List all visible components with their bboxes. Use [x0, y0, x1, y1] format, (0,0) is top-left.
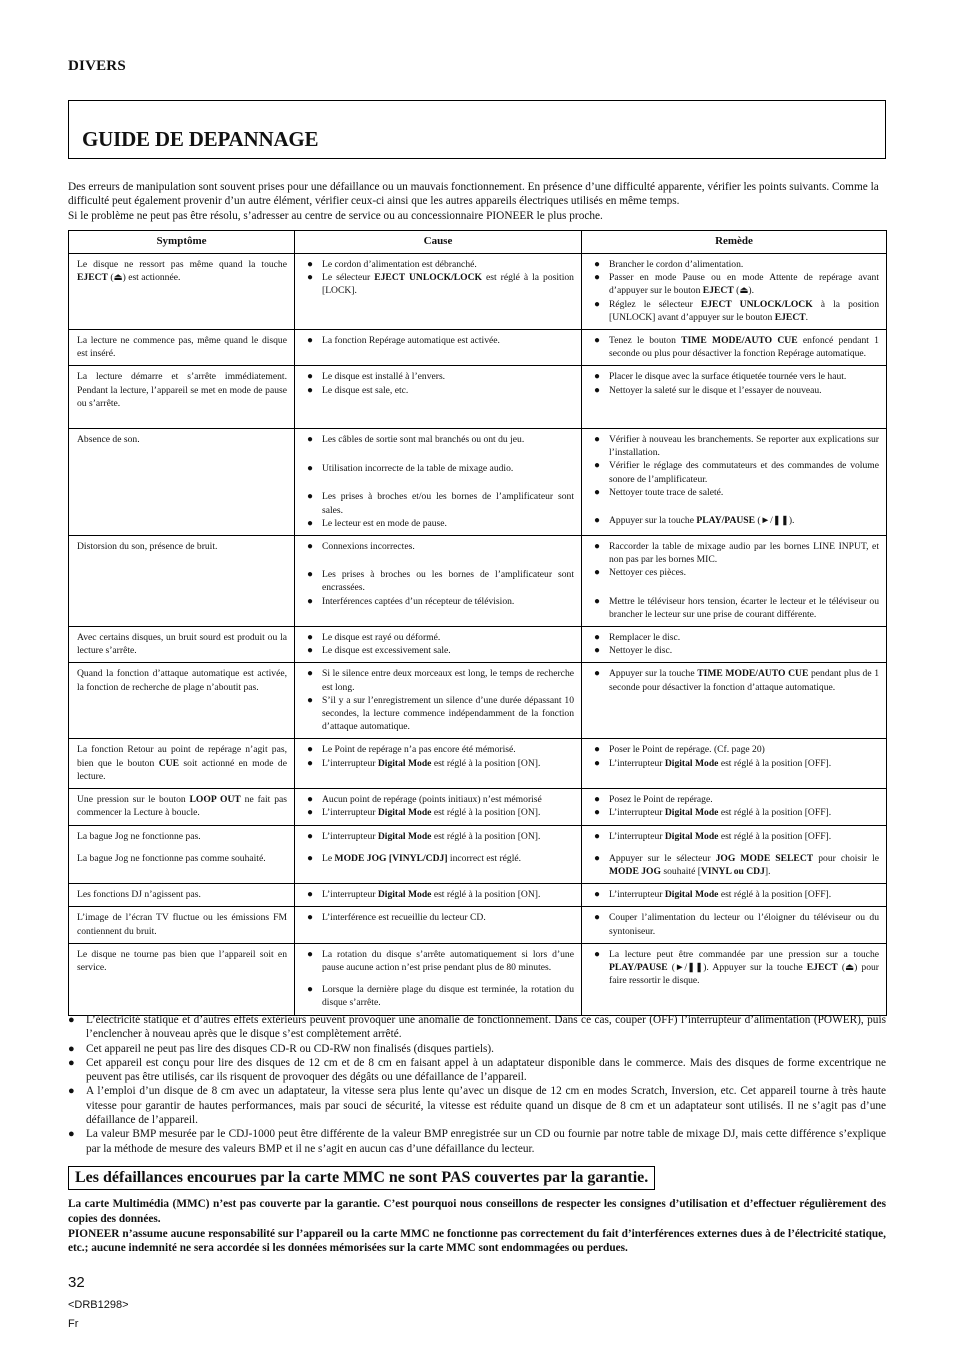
header-symptom: Symptôme — [69, 231, 295, 254]
cause-cell — [295, 366, 582, 429]
remedy-cell — [582, 366, 887, 429]
table-row — [69, 330, 887, 366]
title-box — [68, 100, 886, 159]
cause-cell — [295, 739, 582, 789]
cause-item: ● L’interrupteur Digital Mode est réglé à la position [ON]. — [303, 806, 574, 819]
remedy-item: ● Appuyer sur le sélecteur JOG MODE SELECT pour choisir le MODE JOG souhaité [VINYL ou CDJ]. — [590, 852, 879, 878]
cause-item: ● Connexions incorrectes. — [303, 540, 574, 553]
remedy-cell — [582, 429, 887, 536]
symptom-cell: Les fonctions DJ n’agissent pas. — [69, 884, 295, 907]
section-heading: DIVERS — [68, 58, 126, 74]
symptom-line: La bague Jog ne fonctionne pas. — [77, 830, 201, 842]
remedy-cell — [582, 663, 887, 739]
remedy-item: ● La lecture peut être commandée par une pression sur a touche PLAY/PAUSE (►/❚❚). Appuyer sur la touche EJECT (⏏) pour faire ressortir le disque. — [590, 948, 879, 988]
symptom-line: La bague Jog ne fonctionne pas comme souhaité. — [77, 852, 266, 864]
note-item: ● Cet appareil ne peut pas lire des disques CD-R ou CD-RW non finalisés (disques partiels). — [68, 1042, 886, 1056]
table-header-row — [69, 231, 887, 254]
remedy-item: ● Vérifier à nouveau les branchements. Se reporter aux explications sur l’installation. — [590, 433, 879, 459]
intro-paragraph: Des erreurs de manipulation sont souvent prises pour une défaillance ou un mauvais fonctionnement. En présence d’une difficulté apparente, vérifier les points suivants. Comme la difficulté peut également provenir d’un autre élément, vérifier ceux-ci ainsi que les autres appareils électriques utilisés en même temps. — [68, 181, 879, 208]
remedy-item: ● Placer le disque avec la surface étiquetée tournée vers le haut. — [590, 370, 879, 383]
header-remedy: Remède — [582, 231, 887, 254]
symptom-cell: La lecture ne commence pas, même quand le disque est inséré. — [69, 330, 295, 366]
cause-item: ● Interférences captées d’un récepteur de télévision. — [303, 595, 574, 608]
cause-item: ● Le disque est installé à l’envers. — [303, 370, 574, 383]
cause-item: ● Le lecteur est en mode de pause. — [303, 517, 574, 530]
document-code: <DRB1298> — [68, 1299, 129, 1311]
warning-paragraph: PIONEER n’assume aucune responsabilité sur l’appareil ou la carte MMC ne fonctionne pas correctement du fait d’interférences externes dues à de l’électricité statique, etc.; aucune indemnité ne sera accordée si les données mémorisées sur la carte MMC sont endommagées ou perdues. — [68, 1227, 886, 1255]
symptom-cell: Distorsion du son, présence de bruit. — [69, 536, 295, 627]
table-row — [69, 627, 887, 663]
cause-item: ● L’interrupteur Digital Mode est réglé à la position [ON]. — [303, 757, 574, 770]
cause-cell — [295, 789, 582, 825]
cause-cell — [295, 627, 582, 663]
remedy-item: ● Remplacer le disc. — [590, 631, 879, 644]
remedy-item: ● Appuyer sur la touche TIME MODE/AUTO CUE pendant plus de 1 seconde pour désactiver la fonction d’attaque automatique. — [590, 667, 879, 693]
notes-list — [68, 1013, 886, 1156]
remedy-item: ● Couper l’alimentation du lecteur ou l’éloigner du téléviseur ou du syntoniseur. — [590, 911, 879, 937]
table-row — [69, 825, 887, 884]
table-row — [69, 943, 887, 1015]
warning-text — [68, 1197, 886, 1256]
cause-cell — [295, 330, 582, 366]
symptom-cell: Avec certains disques, un bruit sourd est produit ou la lecture s’arrête. — [69, 627, 295, 663]
remedy-cell — [582, 739, 887, 789]
page-number: 32 — [68, 1274, 85, 1291]
cause-item: ● Les prises à broches ou les bornes de l’amplificateur sont encrassées. — [303, 568, 574, 594]
symptom-cell: Absence de son. — [69, 429, 295, 536]
remedy-cell — [582, 825, 887, 884]
cause-item: ● Si le silence entre deux morceaux est long, le temps de recherche est long. — [303, 667, 574, 693]
remedy-item: ● L’interrupteur Digital Mode est réglé à la position [OFF]. — [590, 806, 879, 819]
cause-item: ● Le MODE JOG [VINYL/CDJ] incorrect est réglé. — [303, 852, 574, 865]
remedy-item: ● L’interrupteur Digital Mode est réglé à la position [OFF]. — [590, 757, 879, 770]
remedy-item: ● Nettoyer la saleté sur le disque et l’essayer de nouveau. — [590, 384, 879, 397]
symptom-cell: Le disque ne tourne pas bien que l’appareil soit en service. — [69, 943, 295, 1015]
cause-item: ● Le disque est sale, etc. — [303, 384, 574, 397]
remedy-cell — [582, 789, 887, 825]
remedy-cell — [582, 627, 887, 663]
cause-item: ● La fonction Repérage automatique est activée. — [303, 334, 574, 347]
cause-cell — [295, 429, 582, 536]
remedy-item: ● Appuyer sur la touche PLAY/PAUSE (►/❚❚). — [590, 514, 879, 527]
remedy-cell — [582, 907, 887, 943]
header-cause: Cause — [295, 231, 582, 254]
table-row — [69, 739, 887, 789]
cause-item: ● Le disque est rayé ou déformé. — [303, 631, 574, 644]
symptom-cell: La fonction Retour au point de repérage n’agit pas, bien que le bouton CUE soit actionné en mode de lecture. — [69, 739, 295, 789]
remedy-cell — [582, 884, 887, 907]
table-row — [69, 536, 887, 627]
cause-item: ● L’interférence est recueillie du lecteur CD. — [303, 911, 574, 924]
table-row — [69, 366, 887, 429]
remedy-item: ● Réglez le sélecteur EJECT UNLOCK/LOCK à la position [UNLOCK] avant d’appuyer sur le bouton EJECT. — [590, 298, 879, 324]
warning-title: Les défaillances encourues par la carte MMC ne sont PAS couvertes par la garantie. — [68, 1166, 655, 1190]
intro-text — [68, 180, 886, 223]
symptom-cell: Quand la fonction d’attaque automatique est activée, la fonction de recherche de plage n’aboutit pas. — [69, 663, 295, 739]
remedy-cell — [582, 943, 887, 1015]
remedy-item: ● Passer en mode Pause ou en mode Attente de repérage avant d’appuyer sur le bouton EJECT (⏏). — [590, 271, 879, 297]
cause-item: ● Les prises à broches et/ou les bornes de l’amplificateur sont sales. — [303, 490, 574, 516]
remedy-item: ● Poser le Point de repérage. (Cf. page 20) — [590, 743, 879, 756]
cause-item: ● La rotation du disque s’arrête automatiquement si lors d’une pause aucune action n’est prise pendant plus de 80 minutes. — [303, 948, 574, 974]
remedy-item: ● Vérifier le réglage des commutateurs et des commandes de volume sonore de l’amplificateur. — [590, 459, 879, 485]
cause-item: ● L’interrupteur Digital Mode est réglé à la position [ON]. — [303, 830, 574, 843]
troubleshooting-table — [68, 230, 887, 1016]
remedy-item: ● L’interrupteur Digital Mode est réglé à la position [OFF]. — [590, 888, 879, 901]
remedy-cell — [582, 330, 887, 366]
cause-cell — [295, 825, 582, 884]
remedy-cell — [582, 536, 887, 627]
cause-cell — [295, 943, 582, 1015]
table-row — [69, 884, 887, 907]
intro-paragraph: Si le problème ne peut pas être résolu, s’adresser au centre de service ou au concessionnaire PIONEER le plus proche. — [68, 209, 603, 222]
cause-item: ● Le cordon d’alimentation est débranché. — [303, 258, 574, 271]
remedy-item: ● L’interrupteur Digital Mode est réglé à la position [OFF]. — [590, 830, 879, 843]
note-item: ● A l’emploi d’un disque de 8 cm avec un adaptateur, la vitesse sera plus lente qu’avec un disque de 12 cm en modes Scratch, Inversion, etc. Cet appareil tourne à très haute vitesse pour garantir de hautes performances, mais par souci de sécurité, la vitesse est réduite quand un disque de 8 cm et un adaptateur sont utilisés. Il ne s’agit pas d’une défaillance de l’appareil. — [68, 1084, 886, 1127]
remedy-item: ● Posez le Point de repérage. — [590, 793, 879, 806]
cause-cell — [295, 907, 582, 943]
remedy-item: ● Nettoyer toute trace de saleté. — [590, 486, 879, 499]
cause-item: ● Le sélecteur EJECT UNLOCK/LOCK est réglé à la position [LOCK]. — [303, 271, 574, 297]
symptom-cell: L’image de l’écran TV fluctue ou les émissions FM contiennent du bruit. — [69, 907, 295, 943]
cause-item: ● Le Point de repérage n’a pas encore été mémorisé. — [303, 743, 574, 756]
symptom-cell: La lecture démarre et s’arrête immédiatement. Pendant la lecture, l’appareil se met en mode de pause ou s’arrête. — [69, 366, 295, 429]
table-row — [69, 429, 887, 536]
cause-item: ● S’il y a sur l’enregistrement un silence d’une durée dépassant 10 secondes, la lecture commence indépendamment de la fonction d’attaque automatique. — [303, 694, 574, 734]
cause-cell — [295, 663, 582, 739]
cause-item: ● Aucun point de repérage (points initiaux) n’est mémorisé — [303, 793, 574, 806]
remedy-item: ● Raccorder la table de mixage audio par les bornes LINE INPUT, et non pas par les bornes MIC. — [590, 540, 879, 566]
remedy-item: ● Nettoyer le disc. — [590, 644, 879, 657]
symptom-cell — [69, 825, 295, 884]
remedy-item: ● Nettoyer ces pièces. — [590, 566, 879, 579]
note-item: ● La valeur BMP mesurée par le CDJ-1000 peut être différente de la valeur BMP enregistrée sur un CD ou fournie par notre table de mixage DJ, mais cette différence s’explique par la méthode de mesure des valeurs BMP et il ne s’agit en aucun cas d’une défaillance du lecteur. — [68, 1127, 886, 1156]
cause-cell — [295, 254, 582, 330]
cause-item: ● Le disque est excessivement sale. — [303, 644, 574, 657]
cause-item: ● L’interrupteur Digital Mode est réglé à la position [ON]. — [303, 888, 574, 901]
cause-item: ● Les câbles de sortie sont mal branchés ou ont du jeu. — [303, 433, 574, 446]
remedy-item: ● Mettre le téléviseur hors tension, écarter le lecteur et le téléviseur ou brancher le lecteur sur une prise de courant différente. — [590, 595, 879, 621]
cause-cell — [295, 536, 582, 627]
warning-paragraph: La carte Multimédia (MMC) n’est pas couverte par la garantie. C’est pourquoi nous conseillons de respecter les consignes d’utilisation et d’effectuer régulièrement des copies des données. — [68, 1198, 886, 1225]
remedy-cell — [582, 254, 887, 330]
table-row — [69, 789, 887, 825]
remedy-item: ● Tenez le bouton TIME MODE/AUTO CUE enfoncé pendant 1 seconde ou plus pour désactiver la fonction Repérage automatique. — [590, 334, 879, 360]
language-code: Fr — [68, 1318, 79, 1330]
cause-cell — [295, 884, 582, 907]
cause-item: ● Utilisation incorrecte de la table de mixage audio. — [303, 462, 574, 475]
cause-item: ● Lorsque la dernière plage du disque est terminée, la rotation du disque s’arrête. — [303, 983, 574, 1009]
table-row — [69, 663, 887, 739]
page-title: GUIDE DE DEPANNAGE — [82, 127, 319, 151]
remedy-item: ● Brancher le cordon d’alimentation. — [590, 258, 879, 271]
symptom-cell: Le disque ne ressort pas même quand la touche EJECT (⏏) est actionnée. — [69, 254, 295, 330]
note-item: ● L’électricité statique et d’autres effets extérieurs peuvent provoquer une anomalie de fonctionnement. Dans ce cas, couper (OFF) l’interrupteur d’alimentation (POWER), puis l’enclencher à nouveau après que le disque s’est complètement arrêté. — [68, 1013, 886, 1042]
table-row — [69, 254, 887, 330]
table-row — [69, 907, 887, 943]
symptom-cell: Une pression sur le bouton LOOP OUT ne fait pas commencer la Lecture à boucle. — [69, 789, 295, 825]
note-item: ● Cet appareil est conçu pour lire des disques de 12 cm et de 8 cm en faisant appel à un adaptateur disponible dans le commerce. Mais des disques de forme excentrique ne peuvent pas être utilisés, car ils risquent de provoquer des dégâts ou une défaillance de l’appareil. — [68, 1056, 886, 1085]
